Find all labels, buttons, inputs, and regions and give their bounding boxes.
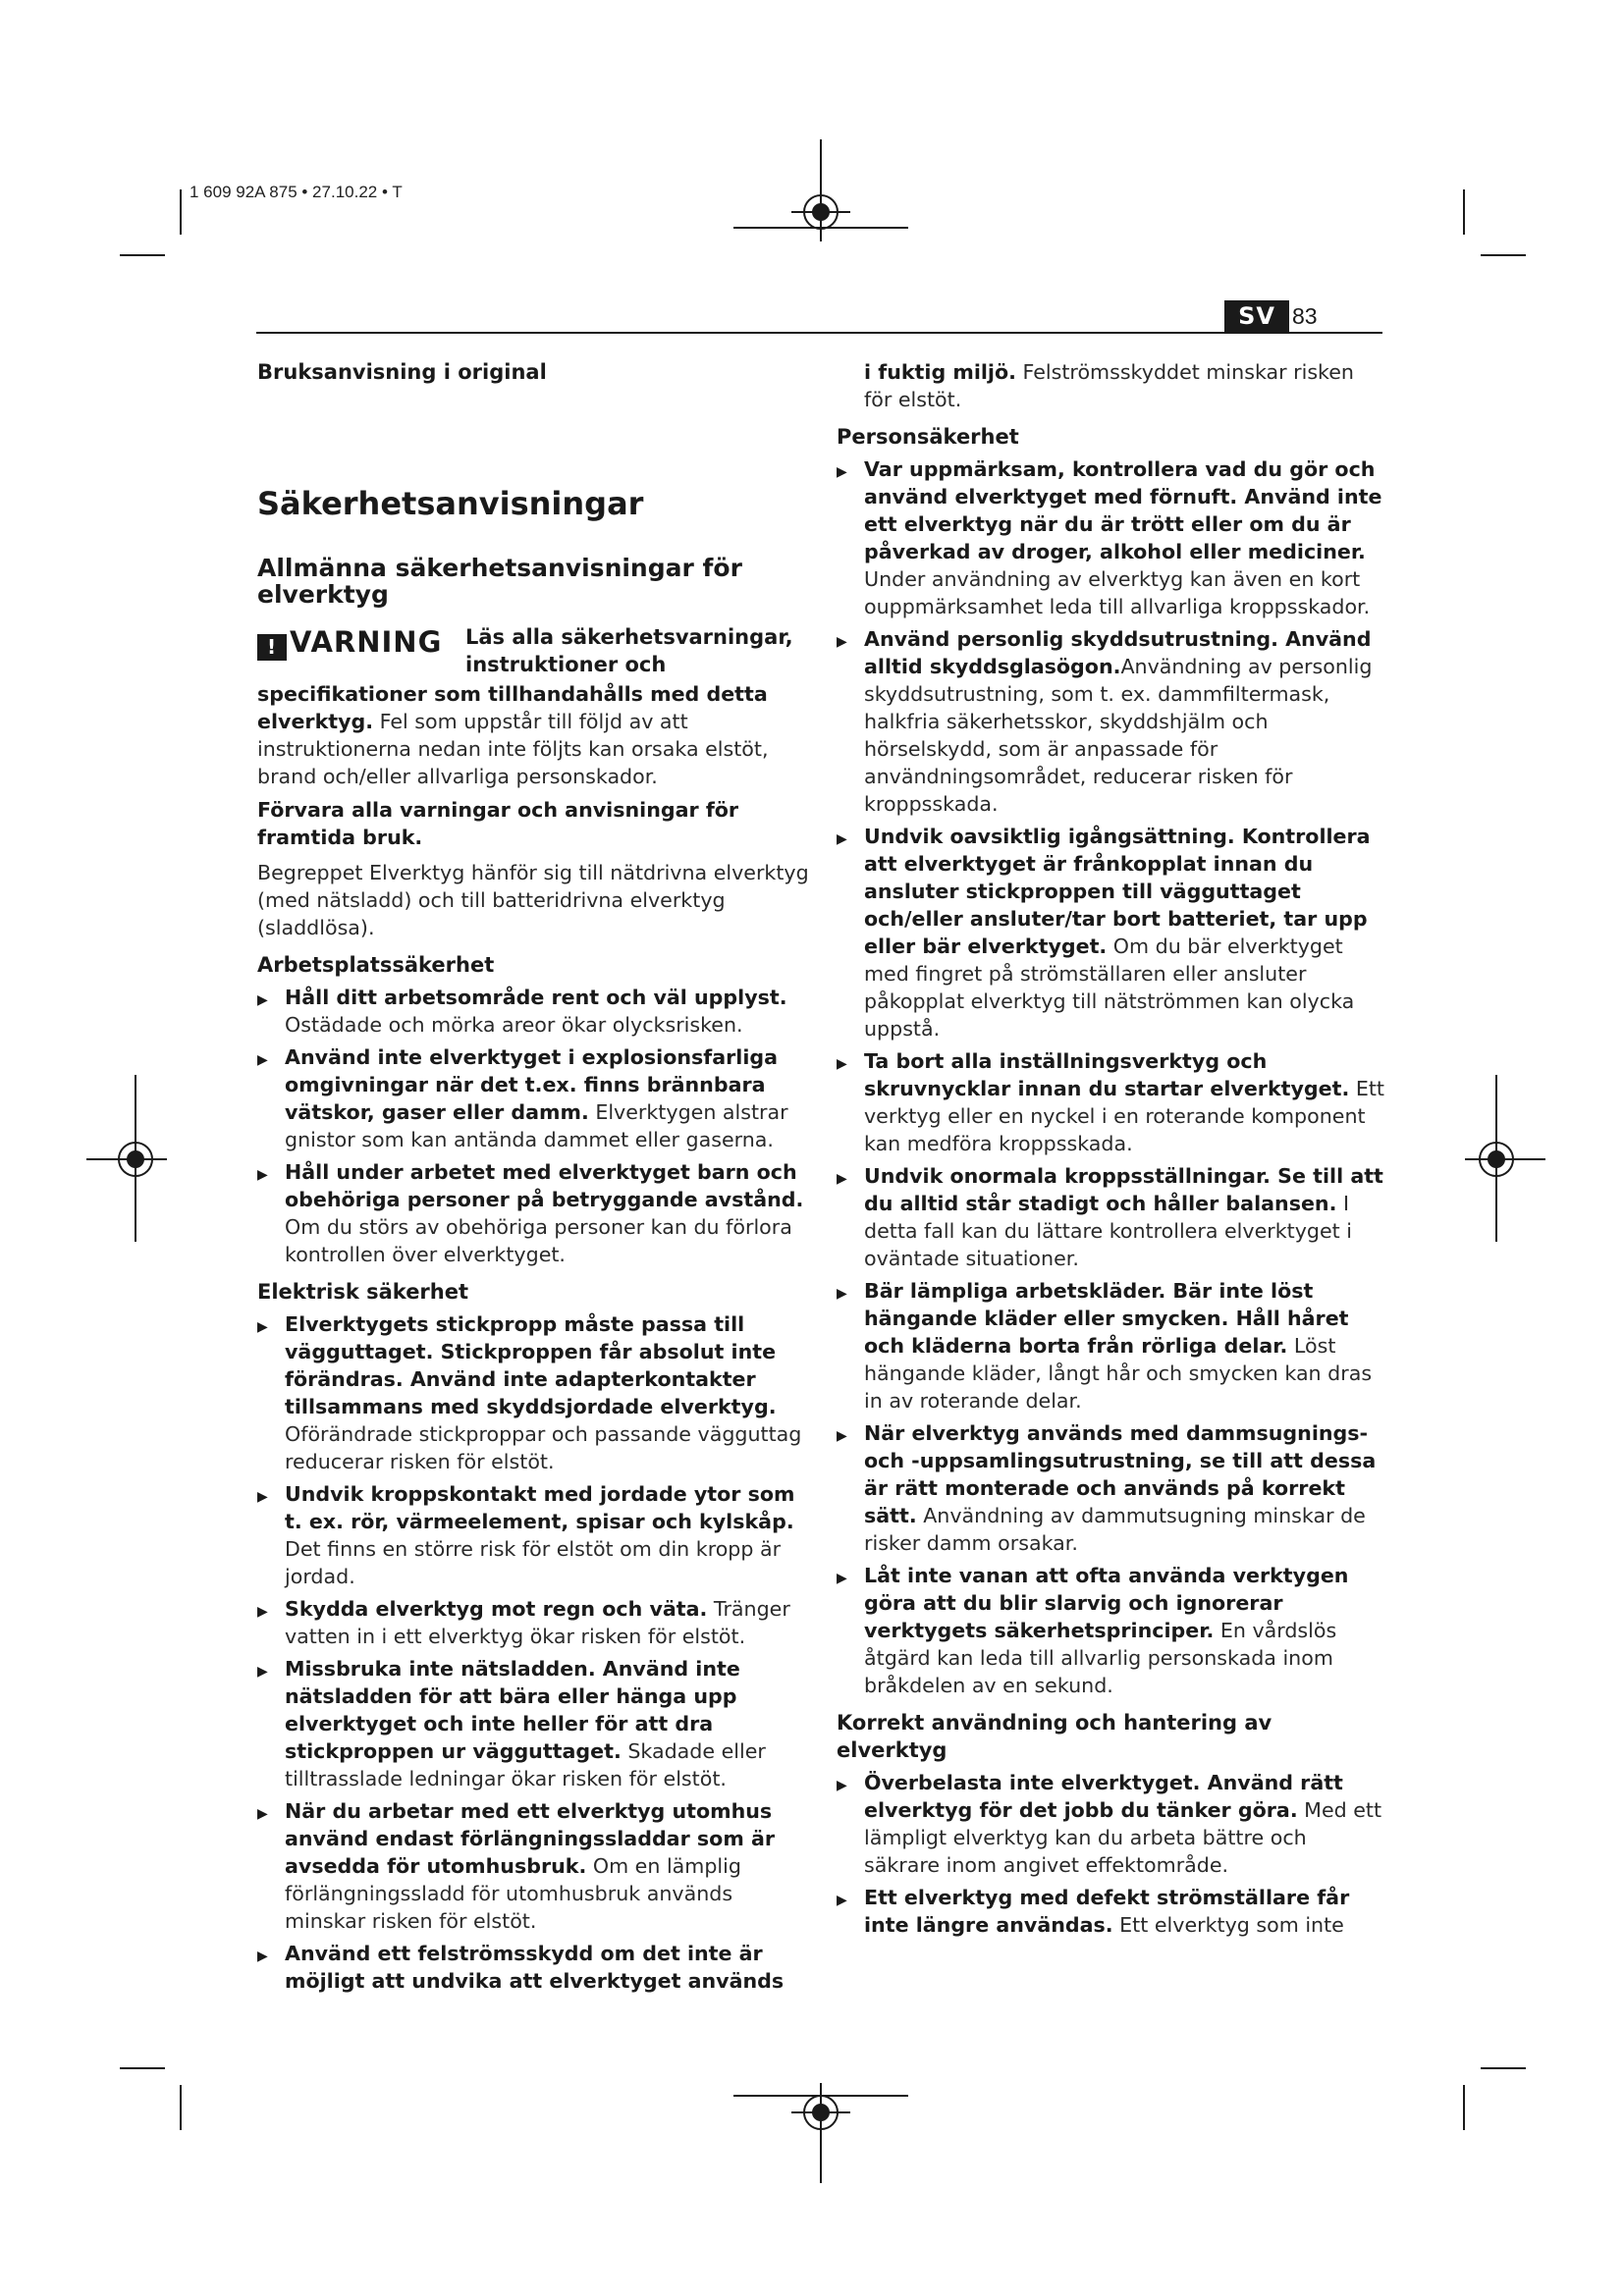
warning-triangle-icon: ! [257,634,287,661]
list-item: ▶ Ett elverktyg med defekt strömställare får inte längre användas. Ett elverktyg som inte [837,1884,1386,1939]
header-rule [256,332,1382,334]
page-number: 83 [1292,303,1318,329]
list-item: ▶ Undvik kroppskontakt med jordade ytor som t. ex. rör, värmeelement, spisar och kylskåp. Det finns en större risk för elstöt om din kropp är jordad. [257,1480,817,1590]
document-label: Bruksanvisning i original [257,360,547,384]
list-item: ▶ Låt inte vanan att ofta använda verktygen göra att du blir slarvig och ignorerar verktygets säkerhetsprinciper. En vårdslös åtgärd kan leda till allvarlig personskada inom bråkdelen av en sekund. [837,1562,1386,1699]
list-item: ▶ När du arbetar med ett elverktyg utomhus använd endast förlängningssladdar som är avsedda för utomhusbruk. Om en lämplig förlängningssladd för utomhusbruk används minskar risken för elstöt. [257,1797,817,1935]
crop-mark [180,189,182,235]
warning-text: specifikationer som tillhandahålls med detta elverktyg. Fel som uppstår till följd av att instruktionerna nedan inte följts kan orsaka elstöt, brand och/eller allvarliga personskador. [257,682,769,788]
crop-mark [1463,189,1465,235]
list-item: ▶ Elverktygets stickpropp måste passa till vägguttaget. Stickproppen får absolut inte förändras. Använd inte adapterkontakter tillsammans med skyddsjordade elverktyg. Oförändrade stickproppar och passande vägguttag reducerar risken för elstöt. [257,1310,817,1475]
subtitle: Allmänna säkerhetsanvisningar för elverktyg [257,554,742,609]
list-item: ▶ Var uppmärksam, kontrollera vad du gör och använd elverktyget med förnuft. Använd inte ett elverktyg när du är trött eller om du är påverkad av droger, alkohol eller mediciner. Under användning av elverktyg kan även en kort ouppmärksamhet leda till allvarliga kroppsskador. [837,455,1386,620]
crop-mark [1481,2067,1526,2069]
list-item: ▶ Undvik oavsiktlig igångsättning. Kontrollera att elverktyget är frånkopplat innan du ansluter stickproppen till vägguttaget och/eller ansluter/tar bort batteriet, tar upp eller bär elverktyget. Om du bär elverktyget med fingret på strömställaren eller ansluter påkopplat elverktyg till nätströmmen kan olycka uppstå. [837,823,1386,1042]
crop-mark [1463,2085,1465,2130]
list-item: ▶ När elverktyg används med dammsugnings- och -uppsamlingsutrustning, se till att dessa är rätt monterade och används på korrekt sätt. Användning av dammutsugning minskar de risker damm orsakar. [837,1419,1386,1557]
section-heading: Personsäkerhet [837,425,1019,449]
list-item: ▶ Överbelasta inte elverktyget. Använd rätt elverktyg för det jobb du tänker göra. Med ett lämpligt elverktyg kan du arbeta bättre och säkrare inom angivet effektområde. [837,1769,1386,1879]
crop-mark [180,2085,182,2130]
definition-text: Begreppet Elverktyg hänför sig till nätdrivna elverktyg (med nätsladd) och till batteridrivna elverktyg (sladdlösa). [257,861,809,939]
list-item: ▶ Missbruka inte nätsladden. Använd inte nätsladden för att bära eller hänga upp elverktyget och inte heller för att dra stickproppen ur vägguttaget. Skadade eller tilltrasslade ledningar ökar risken för elstöt. [257,1655,817,1792]
left-column [257,358,817,1995]
section-heading: Korrekt användning och hantering av elverktyg [837,1711,1272,1762]
crop-mark [120,2067,165,2069]
registration-mark-icon [803,194,839,230]
list-item: ▶ Använd ett felströmsskydd om det inte är möjligt att undvika att elverktyget används [257,1940,817,1995]
registration-mark-icon [1479,1142,1514,1177]
section-heading: Elektrisk säkerhet [257,1280,469,1304]
continuation-text: i fuktig miljö. Felströmsskyddet minskar risken för elstöt. [864,360,1354,411]
registration-mark-icon [118,1142,153,1177]
list-item: ▶ Använd inte elverktyget i explosionsfarliga omgivningar när det t.ex. finns brännbara vätskor, gaser eller damm. Elverktygen alstrar gnistor som kan antända dammet eller gaserna. [257,1043,817,1153]
warning-label: ! VARNING [257,625,442,661]
list-item: ▶ Bär lämpliga arbetskläder. Bär inte löst hängande kläder eller smycken. Håll håret och kläderna borta från rörliga delar. Löst hängande kläder, långt hår och smycken kan dras in av roterande delar. [837,1277,1386,1415]
registration-mark-icon [803,2095,839,2130]
crop-mark [120,254,165,256]
right-column [837,358,1386,1939]
warning-header [257,623,817,680]
language-badge: SV [1224,300,1289,333]
list-item: ▶ Undvik onormala kroppsställningar. Se till att du alltid står stadigt och håller balansen. I detta fall kan du lättare kontrollera elverktyget i oväntade situationer. [837,1162,1386,1272]
list-item: ▶ Skydda elverktyg mot regn och väta. Tränger vatten in i ett elverktyg ökar risken för elstöt. [257,1595,817,1650]
keep-instructions: Förvara alla varningar och anvisningar för framtida bruk. [257,798,739,849]
page-title: Säkerhetsanvisningar [257,485,644,522]
warning-text-head: Läs alla säkerhetsvarningar, instruktioner och [465,625,793,676]
list-item: ▶ Håll ditt arbetsområde rent och väl upplyst. Ostädade och mörka areor ökar olycksrisken. [257,984,817,1039]
list-item: ▶ Använd personlig skyddsutrustning. Använd alltid skyddsglasögon.Användning av personlig skyddsutrustning, som t. ex. dammfiltermask, halkfria säkerhetsskor, skyddshjälm och hörselskydd, som är anpassade för användningsområdet, reducerar risken för kroppsskada. [837,625,1386,818]
list-item: ▶ Ta bort alla inställningsverktyg och skruvnycklar innan du startar elverktyget. Ett verktyg eller en nyckel i en roterande komponent kan medföra kroppsskada. [837,1047,1386,1157]
print-code: 1 609 92A 875 • 27.10.22 • T [189,183,403,201]
crop-mark [1481,254,1526,256]
section-heading: Arbetsplatssäkerhet [257,953,495,977]
list-item: ▶ Håll under arbetet med elverktyget barn och obehöriga personer på betryggande avstånd. Om du störs av obehöriga personer kan du förlora kontrollen över elverktyget. [257,1158,817,1268]
